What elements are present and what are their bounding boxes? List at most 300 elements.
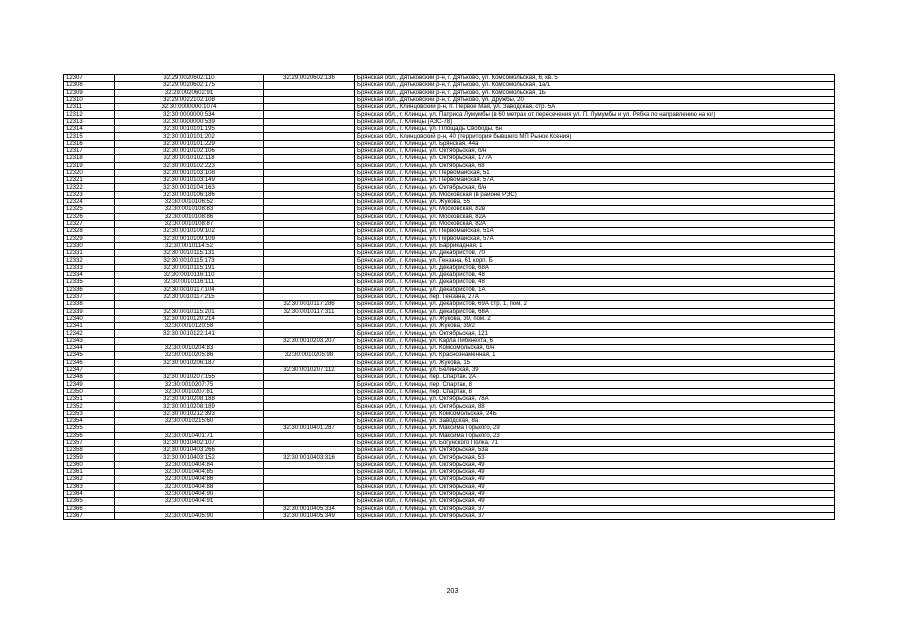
building-cadastral-number-cell [264, 257, 355, 264]
address-cell: Брянская обл., г. Клинцы, ул. Гензана, 61 корп. Б [355, 257, 835, 264]
building-cadastral-number-cell [264, 133, 355, 140]
cadastral-number-cell: 32:30:0010207:75 [115, 381, 264, 388]
table-row [64, 432, 835, 439]
row-number-cell: 12328 [64, 228, 115, 235]
table-row [64, 512, 835, 519]
building-cadastral-number-cell: 32:30:0010117:311 [264, 308, 355, 315]
cadastral-number-cell: 32:30:0010405:90 [115, 512, 264, 519]
building-cadastral-number-cell [264, 396, 355, 403]
address-cell: Брянская обл., Дятьковский р-н, г. Дятьково, ул. Комсомольская, 1а/1 [355, 82, 835, 89]
building-cadastral-number-cell [264, 96, 355, 103]
row-number-cell: 12343 [64, 337, 115, 344]
address-cell: Брянская обл., г. Клинцы, ул. Октябрьская, 49 [355, 476, 835, 483]
address-cell: Брянская обл., г. Клинцы, ул. Октябрьская, 49 [355, 461, 835, 468]
row-number-cell: 12313 [64, 118, 115, 125]
table-row [64, 162, 835, 169]
cadastral-number-cell: 32:30:0000000:534 [115, 111, 264, 118]
table-row [64, 410, 835, 417]
address-cell: Брянская обл., г. Клинцы (АЗС-78) [355, 118, 835, 125]
table-row [64, 330, 835, 337]
cadastral-number-cell: 32:30:0010116:110 [115, 272, 264, 279]
table-row [64, 228, 835, 235]
cadastral-number-cell: 32:30:0010104:163 [115, 184, 264, 191]
cadastral-number-cell: 32:30:0010401:71 [115, 432, 264, 439]
cadastral-number-cell: 32:30:0010108:87 [115, 220, 264, 227]
address-cell: Брянская обл., г. Клинцы, ул. Жукова, 39/2 [355, 323, 835, 330]
cadastral-number-cell [115, 505, 264, 512]
table-row [64, 337, 835, 344]
row-number-cell: 12334 [64, 272, 115, 279]
address-cell: Брянская обл., Дятьковский р-н, г. Дятьково, ул. Комсомольская, 6, кв. 5 [355, 75, 835, 82]
building-cadastral-number-cell [264, 490, 355, 497]
row-number-cell: 12360 [64, 461, 115, 468]
address-cell: Брянская обл., г. Клинцы, ул. Октябрьская, 88 [355, 403, 835, 410]
table-row [64, 388, 835, 395]
building-cadastral-number-cell: 32:30:0010405:349 [264, 512, 355, 519]
building-cadastral-number-cell [264, 155, 355, 162]
row-number-cell: 12350 [64, 388, 115, 395]
row-number-cell: 12349 [64, 381, 115, 388]
cadastral-number-cell: 32:30:0010206:187 [115, 359, 264, 366]
building-cadastral-number-cell: 32:30:0010117:286 [264, 301, 355, 308]
table-row [64, 359, 835, 366]
table-row [64, 315, 835, 322]
building-cadastral-number-cell [264, 228, 355, 235]
cadastral-number-cell: 32:30:0010403:266 [115, 447, 264, 454]
address-cell: Брянская обл., г. Клинцы, ул. Карла Либкнехта, 6 [355, 337, 835, 344]
row-number-cell: 12351 [64, 396, 115, 403]
cadastral-number-cell: 32:30:0010120:214 [115, 315, 264, 322]
building-cadastral-number-cell [264, 323, 355, 330]
row-number-cell: 12363 [64, 483, 115, 490]
row-number-cell: 12318 [64, 155, 115, 162]
building-cadastral-number-cell [264, 432, 355, 439]
building-cadastral-number-cell [264, 111, 355, 118]
cadastral-number-cell: 32:30:0010108:83 [115, 206, 264, 213]
address-cell: Брянская обл., г. Клинцы, ул. Московская (в районе РЭС) [355, 191, 835, 198]
address-cell: Брянская обл., г. Клинцы, ул. Патриса Лумумбы (в 60 метрах от пересечения ул. П. Лумумбы и ул. Рябка по направлению на юг) [355, 111, 835, 118]
building-cadastral-number-cell [264, 381, 355, 388]
cadastral-number-cell: 32:30:0010102:118 [115, 155, 264, 162]
table-row [64, 301, 835, 308]
building-cadastral-number-cell [264, 344, 355, 351]
row-number-cell: 12320 [64, 169, 115, 176]
row-number-cell: 12364 [64, 490, 115, 497]
row-number-cell: 12344 [64, 344, 115, 351]
cadastral-number-cell: 32:30:0010115:191 [115, 264, 264, 271]
row-number-cell: 12335 [64, 279, 115, 286]
table-row [64, 199, 835, 206]
building-cadastral-number-cell [264, 286, 355, 293]
address-cell: Брянская обл., г. Клинцы, ул. Первомайская, 57А [355, 177, 835, 184]
row-number-cell: 12356 [64, 432, 115, 439]
table-row [64, 454, 835, 461]
table-row [64, 403, 835, 410]
cadastral-number-cell: 32:30:0010212:393 [115, 410, 264, 417]
table-row [64, 439, 835, 446]
table-row [64, 169, 835, 176]
table-row [64, 469, 835, 476]
cadastral-number-cell: 32:30:0010101:229 [115, 140, 264, 147]
building-cadastral-number-cell: 32:29:0020602:136 [264, 75, 355, 82]
address-cell: Брянская обл., г. Клинцы, ул. Декабристов, 48 [355, 279, 835, 286]
building-cadastral-number-cell [264, 82, 355, 89]
cadastral-number-cell: 32:30:0010207:155 [115, 374, 264, 381]
row-number-cell: 12319 [64, 162, 115, 169]
address-cell: Брянская обл., г. Клинцы, ул. Октябрьская, б/н [355, 184, 835, 191]
row-number-cell: 12316 [64, 140, 115, 147]
row-number-cell: 12314 [64, 126, 115, 133]
row-number-cell: 12355 [64, 425, 115, 432]
address-cell: Брянская обл., г. Клинцы, ул. Первомайская, 57А [355, 235, 835, 242]
cadastral-number-cell: 32:30:0010106:186 [115, 191, 264, 198]
address-cell: Брянская обл., г. Клинцы, ул. Московская, 82в [355, 206, 835, 213]
address-cell: Брянская обл., г. Клинцы, ул. Октябрьская, 49 [355, 498, 835, 505]
address-cell: Брянская обл., г. Клинцы, ул. Октябрьская, 121 [355, 330, 835, 337]
building-cadastral-number-cell [264, 235, 355, 242]
table-row [64, 396, 835, 403]
building-cadastral-number-cell [264, 140, 355, 147]
building-cadastral-number-cell [264, 461, 355, 468]
row-number-cell: 12331 [64, 250, 115, 257]
building-cadastral-number-cell [264, 213, 355, 220]
cadastral-number-cell [115, 425, 264, 432]
address-cell: Брянская обл., Клинцовский р-н, 40 (территория бывшего МП Рынок Ксения) [355, 133, 835, 140]
address-cell: Брянская обл., г. Клинцы, ул. Московская, 82А [355, 220, 835, 227]
table-row [64, 206, 835, 213]
address-cell: Брянская обл., г. Клинцы, ул. Московская, 82А [355, 213, 835, 220]
cadastral-number-cell: 32:30:0010101:202 [115, 133, 264, 140]
building-cadastral-number-cell [264, 272, 355, 279]
row-number-cell: 12359 [64, 454, 115, 461]
cadastral-number-cell: 32:30:0010207:81 [115, 388, 264, 395]
cadastral-number-cell: 32:30:0010115:201 [115, 308, 264, 315]
table-row [64, 490, 835, 497]
cadastral-number-cell: 32:30:0010215:60 [115, 417, 264, 424]
address-cell: Брянская обл., г. Клинцы, ул. Максима Горького, 23 [355, 432, 835, 439]
table-row [64, 257, 835, 264]
address-cell: Брянская обл., г. Клинцы, ул. Комсомольская, 24Б [355, 410, 835, 417]
table-row [64, 191, 835, 198]
table-row [64, 250, 835, 257]
table-row [64, 352, 835, 359]
address-cell: Брянская обл., г. Клинцы, ул. Октябрьская, 49 [355, 483, 835, 490]
table-row [64, 483, 835, 490]
building-cadastral-number-cell [264, 169, 355, 176]
address-cell: Брянская обл., г. Клинцы, ул. Декабристов, 69А стр. 1, пом. 2 [355, 301, 835, 308]
table-row [64, 104, 835, 111]
row-number-cell: 12348 [64, 374, 115, 381]
address-cell: Брянская обл., г. Клинцы, ул. Октябрьская, 49 [355, 490, 835, 497]
cadastral-number-cell: 32:30:0010116:111 [115, 279, 264, 286]
address-cell: Брянская обл., г. Клинцы, ул. Богунского Полка, 71 [355, 439, 835, 446]
building-cadastral-number-cell [264, 330, 355, 337]
row-number-cell: 12342 [64, 330, 115, 337]
row-number-cell: 12325 [64, 206, 115, 213]
building-cadastral-number-cell [264, 264, 355, 271]
row-number-cell: 12323 [64, 191, 115, 198]
row-number-cell: 12330 [64, 242, 115, 249]
row-number-cell: 12308 [64, 82, 115, 89]
building-cadastral-number-cell [264, 177, 355, 184]
row-number-cell: 12327 [64, 220, 115, 227]
address-cell: Брянская обл., г. Клинцы, ул. Декабристов, 48 [355, 272, 835, 279]
cadastral-number-cell: 32:30:0010402:107 [115, 439, 264, 446]
row-number-cell: 12362 [64, 476, 115, 483]
address-cell: Брянская обл., Клинцовский р-н, п. Первое Мая, ул. Заводская, стр. 5А [355, 104, 835, 111]
cadastral-number-cell: 32:30:0010404:85 [115, 469, 264, 476]
address-cell: Брянская обл., г. Клинцы, ул. Октябрьская, б/н [355, 147, 835, 154]
address-cell: Брянская обл., г. Клинцы, ул. Комсомольская, б/н [355, 344, 835, 351]
address-cell: Брянская обл., г. Клинцы, ул. Октябрьская, 37 [355, 512, 835, 519]
table-row [64, 82, 835, 89]
row-number-cell: 12347 [64, 366, 115, 373]
row-number-cell: 12352 [64, 403, 115, 410]
building-cadastral-number-cell [264, 439, 355, 446]
address-cell: Брянская обл., г. Клинцы, ул. Декабристов, 70 [355, 250, 835, 257]
building-cadastral-number-cell [264, 498, 355, 505]
address-cell: Брянская обл., г. Клинцы, ул. Октябрьская, 53а [355, 447, 835, 454]
table-row [64, 461, 835, 468]
table-row [64, 184, 835, 191]
cadastral-number-cell: 32:30:0000000:1074 [115, 104, 264, 111]
building-cadastral-number-cell [264, 447, 355, 454]
table-row [64, 111, 835, 118]
table-row [64, 133, 835, 140]
address-cell: Брянская обл., г. Клинцы, ул. Максима Горького, 29 [355, 425, 835, 432]
address-cell: Брянская обл., г. Клинцы, ул. Декабристов, 1А [355, 286, 835, 293]
cadastral-number-cell: 32:30:0010101:195 [115, 126, 264, 133]
table-row [64, 147, 835, 154]
table-row [64, 126, 835, 133]
row-number-cell: 12307 [64, 75, 115, 82]
table-row [64, 264, 835, 271]
building-cadastral-number-cell [264, 410, 355, 417]
address-cell: Брянская обл., г. Клинцы, ул. Первомайская, 51А [355, 228, 835, 235]
cadastral-number-cell: 32:30:0010404:91 [115, 498, 264, 505]
building-cadastral-number-cell [264, 293, 355, 300]
building-cadastral-number-cell [264, 147, 355, 154]
table-row [64, 293, 835, 300]
row-number-cell: 12309 [64, 89, 115, 96]
cadastral-number-cell [115, 301, 264, 308]
cadastral-number-cell: 32:30:0010115:173 [115, 257, 264, 264]
building-cadastral-number-cell: 32:30:0010205:98 [264, 352, 355, 359]
building-cadastral-number-cell [264, 206, 355, 213]
cadastral-number-cell: 32:30:0010205:86 [115, 352, 264, 359]
table-row [64, 323, 835, 330]
cadastral-number-cell [115, 366, 264, 373]
table-row [64, 366, 835, 373]
table-row [64, 96, 835, 103]
address-cell: Брянская обл., г. Клинцы, пер. Спартак, 2А [355, 374, 835, 381]
building-cadastral-number-cell [264, 279, 355, 286]
address-cell: Брянская обл., г. Клинцы, ул. Октябрьская, 37 [355, 505, 835, 512]
cadastral-number-cell: 32:30:0010404:90 [115, 490, 264, 497]
row-number-cell: 12338 [64, 301, 115, 308]
row-number-cell: 12322 [64, 184, 115, 191]
cadastral-number-cell: 32:29:0022102:108 [115, 96, 264, 103]
address-cell: Брянская обл., г. Клинцы, пер. Спартак, 8 [355, 388, 835, 395]
table-row [64, 235, 835, 242]
cadastral-number-cell: 32:30:0010208:189 [115, 403, 264, 410]
address-cell: Брянская обл., г. Клинцы, пер. Гензана, 27А [355, 293, 835, 300]
cadastral-number-cell: 32:30:0010103:149 [115, 177, 264, 184]
address-cell: Брянская обл., г. Клинцы, ул. Заводская, 8а [355, 417, 835, 424]
row-number-cell: 12337 [64, 293, 115, 300]
row-number-cell: 12329 [64, 235, 115, 242]
table-row [64, 374, 835, 381]
building-cadastral-number-cell: 32:30:0010207:112 [264, 366, 355, 373]
row-number-cell: 12354 [64, 417, 115, 424]
table-row [64, 344, 835, 351]
address-cell: Брянская обл., г. Клинцы, ул. Жукова, 55 [355, 199, 835, 206]
building-cadastral-number-cell [264, 220, 355, 227]
row-number-cell: 12311 [64, 104, 115, 111]
address-cell: Брянская обл., г. Клинцы, ул. Краснознаменная, 1 [355, 352, 835, 359]
address-cell: Брянская обл., г. Клинцы, ул. Октябрьская, 49 [355, 469, 835, 476]
row-number-cell: 12340 [64, 315, 115, 322]
table-row [64, 140, 835, 147]
table-row [64, 447, 835, 454]
address-cell: Брянская обл., г. Клинцы, ул. Октябрьская, 78А [355, 396, 835, 403]
table-row [64, 417, 835, 424]
cadastral-number-cell: 32:30:0010102:106 [115, 147, 264, 154]
row-number-cell: 12321 [64, 177, 115, 184]
row-number-cell: 12361 [64, 469, 115, 476]
address-cell: Брянская обл., г. Клинцы, ул. Декабристов, 68А [355, 308, 835, 315]
building-cadastral-number-cell [264, 476, 355, 483]
table-row [64, 279, 835, 286]
building-cadastral-number-cell [264, 104, 355, 111]
building-cadastral-number-cell: 32:30:0010405:334 [264, 505, 355, 512]
table-row [64, 272, 835, 279]
table-row [64, 155, 835, 162]
cadastral-number-cell: 32:30:0010117:104 [115, 286, 264, 293]
building-cadastral-number-cell: 32:30:0010203:207 [264, 337, 355, 344]
row-number-cell: 12339 [64, 308, 115, 315]
table-row [64, 177, 835, 184]
cadastral-number-cell: 32:29:0020602:110 [115, 75, 264, 82]
cadastral-number-cell: 32:30:0010404:88 [115, 483, 264, 490]
row-number-cell: 12336 [64, 286, 115, 293]
cadastral-number-cell: 32:30:0010109:109 [115, 235, 264, 242]
cadastral-number-cell: 32:30:0010403:152 [115, 454, 264, 461]
building-cadastral-number-cell: 32:30:0010401:287 [264, 425, 355, 432]
row-number-cell: 12315 [64, 133, 115, 140]
page-number: 203 [446, 588, 459, 595]
address-cell: Брянская обл., г. Клинцы, пер. Спартак, 8 [355, 381, 835, 388]
building-cadastral-number-cell [264, 388, 355, 395]
building-cadastral-number-cell [264, 199, 355, 206]
building-cadastral-number-cell [264, 162, 355, 169]
cadastral-number-cell: 32:30:0010120:58 [115, 323, 264, 330]
row-number-cell: 12366 [64, 505, 115, 512]
table-row [64, 213, 835, 220]
cadastral-number-cell: 32:30:0010404:84 [115, 461, 264, 468]
cadastral-number-cell: 32:30:0010117:215 [115, 293, 264, 300]
cadastral-number-cell: 32:30:0010102:223 [115, 162, 264, 169]
row-number-cell: 12332 [64, 257, 115, 264]
property-register-table [63, 74, 835, 520]
table-row [64, 242, 835, 249]
table-row [64, 505, 835, 512]
cadastral-number-cell: 32:30:0010109:102 [115, 228, 264, 235]
building-cadastral-number-cell [264, 483, 355, 490]
table-row [64, 425, 835, 432]
row-number-cell: 12310 [64, 96, 115, 103]
address-cell: Брянская обл., г. Клинцы, ул. Октябрьская, 68 [355, 162, 835, 169]
cadastral-number-cell: 32:30:0010122:141 [115, 330, 264, 337]
building-cadastral-number-cell [264, 89, 355, 96]
building-cadastral-number-cell [264, 417, 355, 424]
row-number-cell: 12345 [64, 352, 115, 359]
address-cell: Брянская обл., г. Клинцы, ул. Жукова, 15 [355, 359, 835, 366]
cadastral-number-cell: 32:30:0010204:83 [115, 344, 264, 351]
table-row [64, 89, 835, 96]
row-number-cell: 12365 [64, 498, 115, 505]
table-row [64, 476, 835, 483]
table-row [64, 220, 835, 227]
row-number-cell: 12341 [64, 323, 115, 330]
cadastral-number-cell: 32:30:0010114:52 [115, 242, 264, 249]
address-cell: Брянская обл., г. Клинцы, ул. Жукова, 39, пом. 2 [355, 315, 835, 322]
table-row [64, 498, 835, 505]
address-cell: Брянская обл., г. Клинцы, ул. Первомайская, 51 [355, 169, 835, 176]
cadastral-number-cell: 32:30:0000000:539 [115, 118, 264, 125]
building-cadastral-number-cell [264, 403, 355, 410]
table-row [64, 308, 835, 315]
row-number-cell: 12358 [64, 447, 115, 454]
table-body [64, 75, 835, 520]
building-cadastral-number-cell [264, 184, 355, 191]
cadastral-number-cell: 32:30:0010404:86 [115, 476, 264, 483]
building-cadastral-number-cell [264, 359, 355, 366]
row-number-cell: 12357 [64, 439, 115, 446]
building-cadastral-number-cell [264, 126, 355, 133]
address-cell: Брянская обл., Дятьковский р-н, г. Дятьково, ул. Комсомольская, 1Б [355, 89, 835, 96]
row-number-cell: 12333 [64, 264, 115, 271]
building-cadastral-number-cell [264, 315, 355, 322]
table-row [64, 381, 835, 388]
address-cell: Брянская обл., г. Клинцы, ул. Октябрьская, 177А [355, 155, 835, 162]
cadastral-number-cell: 32:30:0010103:108 [115, 169, 264, 176]
cadastral-number-cell: 32:30:0010108:86 [115, 213, 264, 220]
address-cell: Брянская обл., г. Клинцы, ул. Белинская, 39 [355, 366, 835, 373]
cadastral-number-cell: 32:29:0020602:91 [115, 89, 264, 96]
table-row [64, 75, 835, 82]
address-cell: Брянская обл., Дятьковский р-н, г. Дятьково, ул. Дружбы, 20 [355, 96, 835, 103]
building-cadastral-number-cell [264, 374, 355, 381]
building-cadastral-number-cell: 32:30:0010403:316 [264, 454, 355, 461]
building-cadastral-number-cell [264, 250, 355, 257]
cadastral-number-cell: 32:30:0010208:188 [115, 396, 264, 403]
cadastral-number-cell [115, 337, 264, 344]
row-number-cell: 12317 [64, 147, 115, 154]
address-cell: Брянская обл., г. Клинцы, ул. Декабристов, 68А [355, 264, 835, 271]
cadastral-number-cell: 32:30:0010106:52 [115, 199, 264, 206]
row-number-cell: 12367 [64, 512, 115, 519]
address-cell: Брянская обл., г. Клинцы, ул. Баррикадная, 1 [355, 242, 835, 249]
cadastral-number-cell: 32:30:0010115:131 [115, 250, 264, 257]
table-row [64, 118, 835, 125]
building-cadastral-number-cell [264, 242, 355, 249]
address-cell: Брянская обл., г. Клинцы, ул. Брянская, 44а [355, 140, 835, 147]
row-number-cell: 12312 [64, 111, 115, 118]
address-cell: Брянская обл., г. Клинцы, ул. Площадь Свободы, 6н [355, 126, 835, 133]
row-number-cell: 12326 [64, 213, 115, 220]
building-cadastral-number-cell [264, 191, 355, 198]
